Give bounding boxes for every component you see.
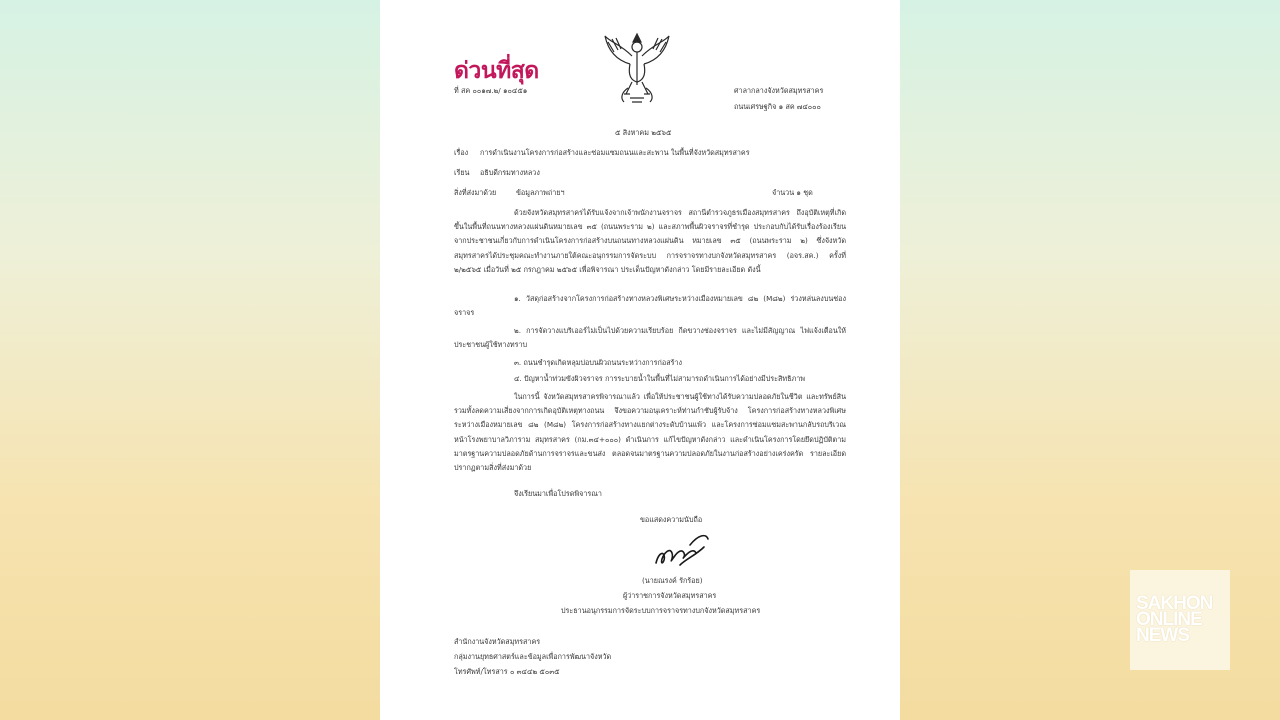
list-item-1: ๑. วัสดุก่อสร้างจากโครงการก่อสร้างทางหลวงพิเศษระหว่างเมืองหมายเลข ๘๒ (M๘๒) ร่วงหล่นลงบนช่องจราจร xyxy=(454,294,846,318)
body-paragraph-1: ด้วยจังหวัดสมุทรสาครได้รับแจ้งจากเจ้าพนักงานจราจร สถานีตำรวจภูธรเมืองสมุทรสาคร ถึงอุบัติเหตุที่เกิดขึ้นในพื้นที่ถนนทางหลวงแผ่นดินหมายเลข ๓๕ (ถนนพระราม ๒) และสภาพพื้นผิวจราจรที่ชำรุด ประกอบกับได้รับเรื่องร้องเรียนจากประชาชนเกี่ยวกับการดำเนินโครงการก่อสร้างบนถนนทางหลวงแผ่นดิน หมายเลข ๓๕ (ถนนพระราม ๒) ซึ่งจังหวัดสมุทรสาครได้ประชุมคณะทำงานภายใต้คณะอนุกรรมการจัดระบบ การจราจรทางบกจังหวัดสมุทรสาคร (อจร.สค.) ครั้งที่ ๒/๒๕๖๕ เมื่อวันที่ ๒๕ กรกฎาคม ๒๕๖๕ เพื่อพิจารณา ประเด็นปัญหาดังกล่าว โดยมีรายละเอียด ดังนี้ xyxy=(454,208,846,274)
subject-text: การดำเนินงานโครงการก่อสร้างและซ่อมแซมถนนและสะพาน ในพื้นที่จังหวัดสมุทรสาคร xyxy=(480,148,750,157)
document-page xyxy=(380,0,900,720)
logo-line-3: NEWS xyxy=(1136,625,1189,646)
office-name: สำนักงานจังหวัดสมุทรสาคร xyxy=(454,637,541,646)
recipient-text: อธิบดีกรมทางหลวง xyxy=(480,168,540,177)
office-phone: โทรศัพท์/โทรสาร ๐ ๓๔๔๒ ๕๐๓๕ xyxy=(454,667,560,676)
closing-request: จึงเรียนมาเพื่อโปรดพิจารณา xyxy=(514,489,602,498)
list-item-3: ๓. ถนนชำรุดเกิดหลุมบ่อบนผิวถนนระหว่างการก่อสร้าง xyxy=(514,358,682,367)
attachment-quantity: จำนวน ๑ ชุด xyxy=(772,188,813,197)
urgency-stamp: ด่วนที่สุด xyxy=(454,58,539,84)
attachment-label: สิ่งที่ส่งมาด้วย xyxy=(454,188,497,197)
signer-title-2: ประธานอนุกรรมการจัดระบบการจราจรทางบกจังหวัดสมุทรสาคร xyxy=(561,606,761,615)
salutation: ขอแสดงความนับถือ xyxy=(640,515,703,524)
logo-line-2: ONLINE xyxy=(1136,609,1202,630)
list-item-4: ๔. ปัญหาน้ำท่วมขังผิวจราจร การระบายน้ำในพื้นที่ไม่สามารถดำเนินการได้อย่างมีประสิทธิภาพ xyxy=(514,374,806,383)
garuda-emblem-icon xyxy=(602,30,672,106)
signature-icon xyxy=(650,525,712,575)
signer-title-1: ผู้ว่าราชการจังหวัดสมุทรสาคร xyxy=(623,591,717,600)
issuer-address-line-1: ศาลากลางจังหวัดสมุทรสาคร xyxy=(734,86,824,95)
logo-line-1: SAKHON xyxy=(1136,593,1213,614)
channel-logo-watermark xyxy=(1130,570,1230,670)
body-paragraph-2: ในการนี้ จังหวัดสมุทรสาครพิจารณาแล้ว เพื่อให้ประชาชนผู้ใช้ทางได้รับความปลอดภัยในชีวิต และทรัพย์สิน รวมทั้งลดความเสี่ยงจากการเกิดอุบัติเหตุทางถนน จึงขอความอนุเคราะห์ท่านกำชับผู้รับจ้าง โครงการก่อสร้างทางหลวงพิเศษระหว่างเมืองหมายเลข ๘๒ (M๘๒) โครงการก่อสร้างทางแยกต่างระดับบ้านแพ้ว และโครงการซ่อมแซมสะพานกลับรถบริเวณหน้าโรงพยาบาลวิภาราม สมุทรสาคร (กม.๓๔+๐๐๐) ดำเนินการ แก้ไขปัญหาดังกล่าว และดำเนินโครงการโดยยึดปฏิบัติตามมาตรฐานความปลอดภัยด้านการจราจรและขนส่ง ตลอดจนมาตรฐานความปลอดภัยในงานก่อสร้างอย่างเคร่งครัด รายละเอียดปรากฏตามสิ่งที่ส่งมาด้วย xyxy=(454,392,846,473)
subject-label: เรื่อง xyxy=(454,148,469,157)
list-item-2: ๒. การจัดวางแบริเออร์ไม่เป็นไปด้วยความเรียบร้อย กีดขวางช่องจราจร และไม่มีสัญญาณ ไฟแจ้งเตือนให้ประชาชนผู้ใช้ทางทราบ xyxy=(454,326,846,350)
recipient-label: เรียน xyxy=(454,168,470,177)
attachment-text: ข้อมูลภาพถ่ายฯ xyxy=(516,188,565,197)
office-division: กลุ่มงานยุทธศาสตร์และข้อมูลเพื่อการพัฒนาจังหวัด xyxy=(454,652,612,661)
signer-name: (นายณรงค์ รักร้อย) xyxy=(642,576,703,585)
issuer-address-line-2: ถนนเศรษฐกิจ ๑ สค ๗๔๐๐๐ xyxy=(734,102,821,111)
document-date: ๕ สิงหาคม ๒๕๖๕ xyxy=(615,128,672,137)
reference-number: ที่ สค ๐๐๑๗.๒/ ๑๐๔๕๑ xyxy=(454,86,528,95)
